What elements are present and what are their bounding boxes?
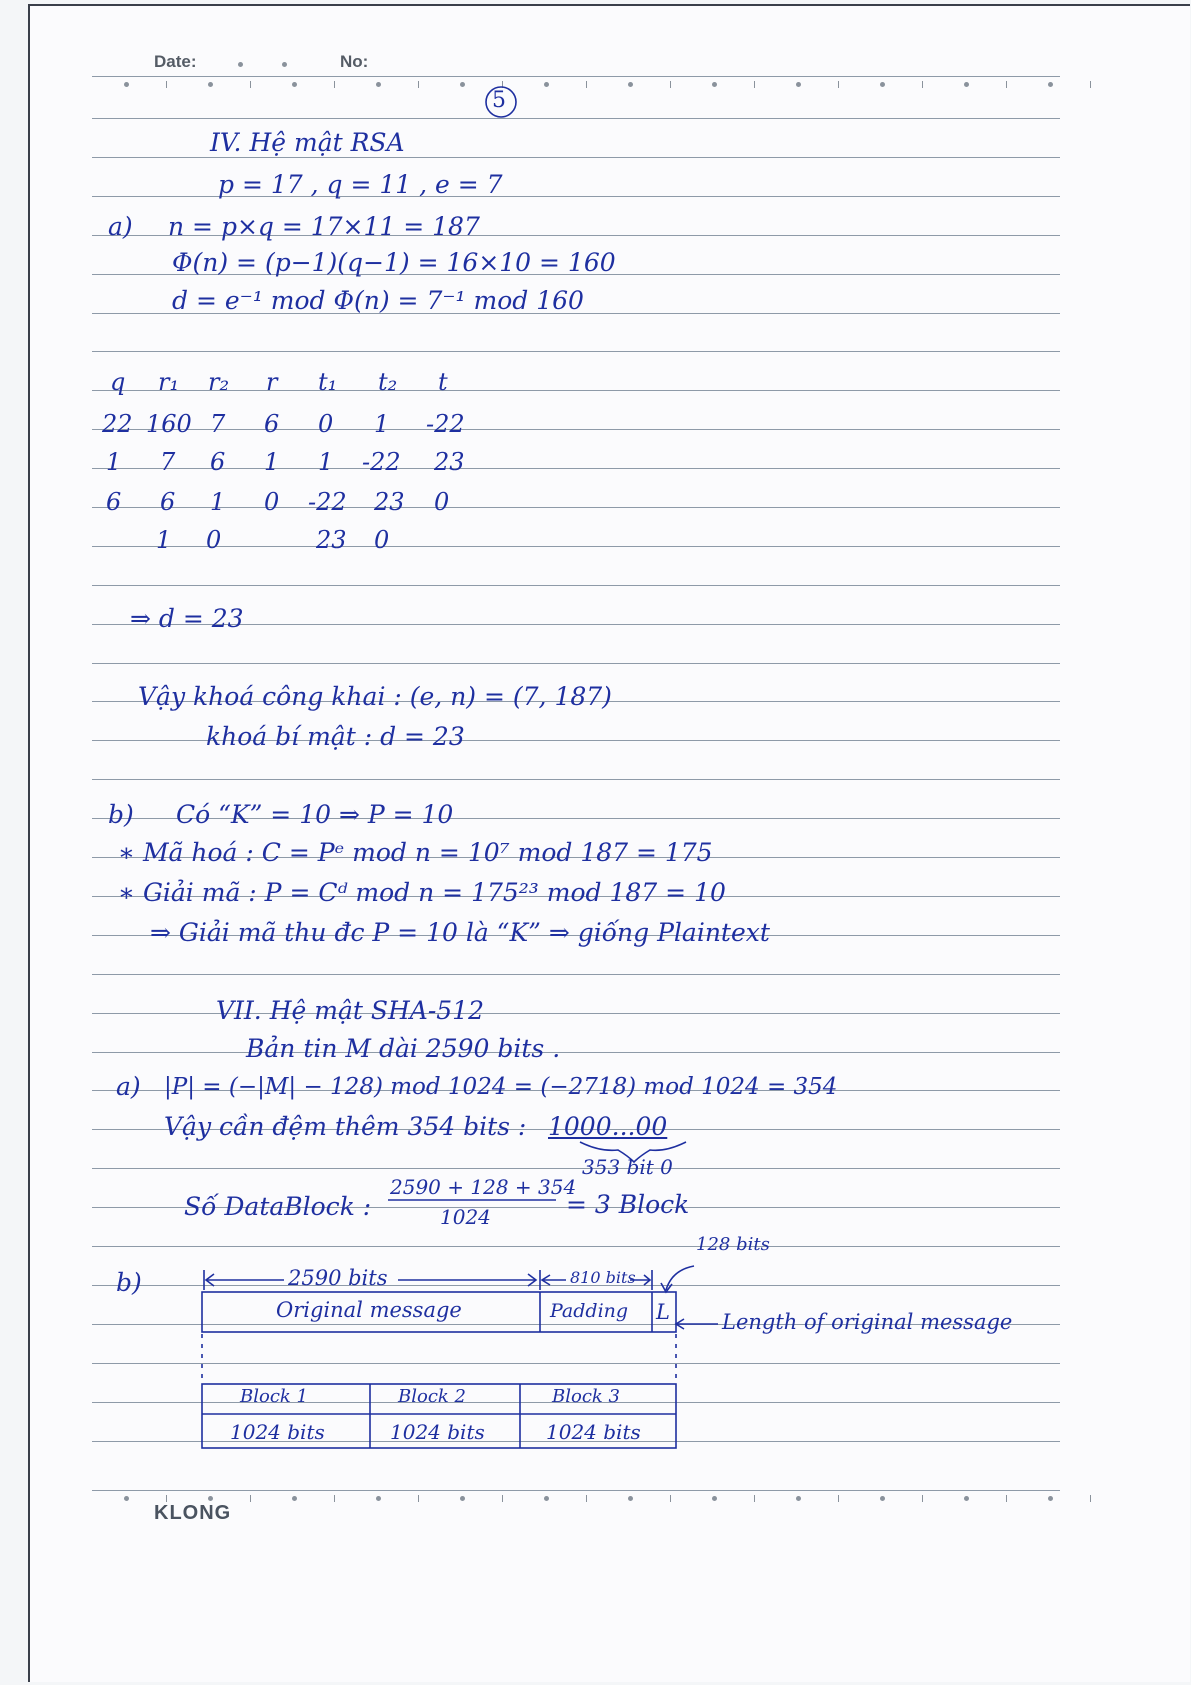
table-header: t₂	[378, 368, 398, 396]
sha-padding-note: Vậy cần đệm thêm 354 bits :	[164, 1112, 527, 1141]
diagram-orig-bits: 2590 bits	[288, 1266, 388, 1290]
table-header: r₂	[208, 368, 230, 396]
table-cell: -22	[362, 448, 401, 476]
sha-block-prefix: Số DataBlock :	[184, 1192, 372, 1221]
rsa-b-label: b)	[108, 800, 134, 829]
no-label: No:	[340, 52, 369, 71]
sha-a-label: a)	[116, 1072, 141, 1101]
table-cell: 1	[374, 410, 390, 438]
table-cell: 6	[106, 488, 122, 516]
rsa-b-line1: Có “K” = 10 ⇒ P = 10	[176, 800, 454, 829]
rsa-title: IV. Hệ mật RSA	[210, 128, 405, 157]
rsa-n-line: n = p×q = 17×11 = 187	[168, 212, 480, 241]
table-cell: 1	[318, 448, 334, 476]
table-cell: 160	[146, 410, 192, 438]
block-size: 1024 bits	[230, 1420, 325, 1444]
table-cell: 23	[316, 526, 347, 554]
sha-fraction-den: 1024	[440, 1205, 491, 1229]
table-cell: 0	[434, 488, 450, 516]
page-number: 5	[492, 88, 506, 113]
table-cell: 0	[264, 488, 280, 516]
table-cell: 1	[264, 448, 280, 476]
rsa-b-line4: ⇒ Giải mã thu đc P = 10 là “K” ⇒ giống Plaintext	[150, 918, 770, 947]
table-cell: 6	[210, 448, 226, 476]
block-name: Block 3	[552, 1386, 620, 1407]
table-cell: 7	[210, 410, 226, 438]
table-cell: 6	[160, 488, 176, 516]
table-header: t	[438, 368, 448, 396]
sha-padding-calc: |P| = (−|M| − 128) mod 1024 = (−2718) mod 1024 = 354	[164, 1074, 838, 1100]
table-cell: 7	[160, 448, 176, 476]
diagram-len-box: L	[656, 1300, 670, 1324]
table-cell: 1	[106, 448, 122, 476]
table-cell: -22	[426, 410, 465, 438]
sha-fraction-num: 2590 + 128 + 354	[390, 1175, 577, 1199]
block-name: Block 2	[398, 1386, 466, 1407]
date-label: Date:	[154, 52, 197, 71]
table-cell: 6	[264, 410, 280, 438]
sha-title: VII. Hệ mật SHA-512	[216, 996, 484, 1025]
table-cell: 1	[210, 488, 226, 516]
rsa-b-line2: ∗ Mã hoá : C = Pᵉ mod n = 10⁷ mod 187 = 175	[118, 838, 713, 867]
table-cell: 0	[374, 526, 390, 554]
sha-message-line: Bản tin M dài 2590 bits .	[246, 1034, 561, 1063]
rsa-d-result: ⇒ d = 23	[130, 604, 244, 633]
diagram-len-bits: 128 bits	[696, 1234, 770, 1255]
block-name: Block 1	[240, 1386, 308, 1407]
table-cell: -22	[308, 488, 347, 516]
sha-b-label: b)	[116, 1268, 142, 1297]
block-size: 1024 bits	[390, 1420, 485, 1444]
sha-padding-pattern: 1000...00	[548, 1112, 668, 1141]
rsa-params: p = 17 , q = 11 , e = 7	[218, 170, 503, 199]
block-size: 1024 bits	[546, 1420, 641, 1444]
table-cell: 22	[102, 410, 133, 438]
rsa-d-line: d = e⁻¹ mod Φ(n) = 7⁻¹ mod 160	[172, 286, 584, 315]
diagram-orig-label: Original message	[276, 1298, 462, 1322]
table-cell: 0	[206, 526, 222, 554]
table-cell: 23	[434, 448, 465, 476]
table-cell: 1	[156, 526, 172, 554]
table-header: t₁	[318, 368, 338, 396]
rsa-phi-line: Φ(n) = (p−1)(q−1) = 16×10 = 160	[172, 248, 616, 277]
table-header: r	[266, 368, 278, 396]
diagram-pad-label: Padding	[550, 1300, 629, 1322]
rsa-b-line3: ∗ Giải mã : P = Cᵈ mod n = 175²³ mod 187 = 10	[118, 878, 726, 907]
rsa-public-key: Vậy khoá công khai : (e, n) = (7, 187)	[138, 682, 612, 711]
diagram-pad-bits: 810 bits	[570, 1268, 636, 1287]
diagram-len-note: Length of original message	[722, 1310, 1013, 1334]
sha-zeros-note: 353 bit 0	[582, 1155, 673, 1179]
sha-block-result: = 3 Block	[566, 1190, 690, 1219]
rsa-private-key: khoá bí mật : d = 23	[206, 722, 465, 751]
rsa-a-label: a)	[108, 212, 133, 241]
brand-logo: KLONG	[154, 1502, 232, 1524]
table-cell: 23	[374, 488, 405, 516]
table-cell: 0	[318, 410, 334, 438]
table-header: q	[110, 368, 126, 396]
table-header: r₁	[158, 368, 180, 396]
